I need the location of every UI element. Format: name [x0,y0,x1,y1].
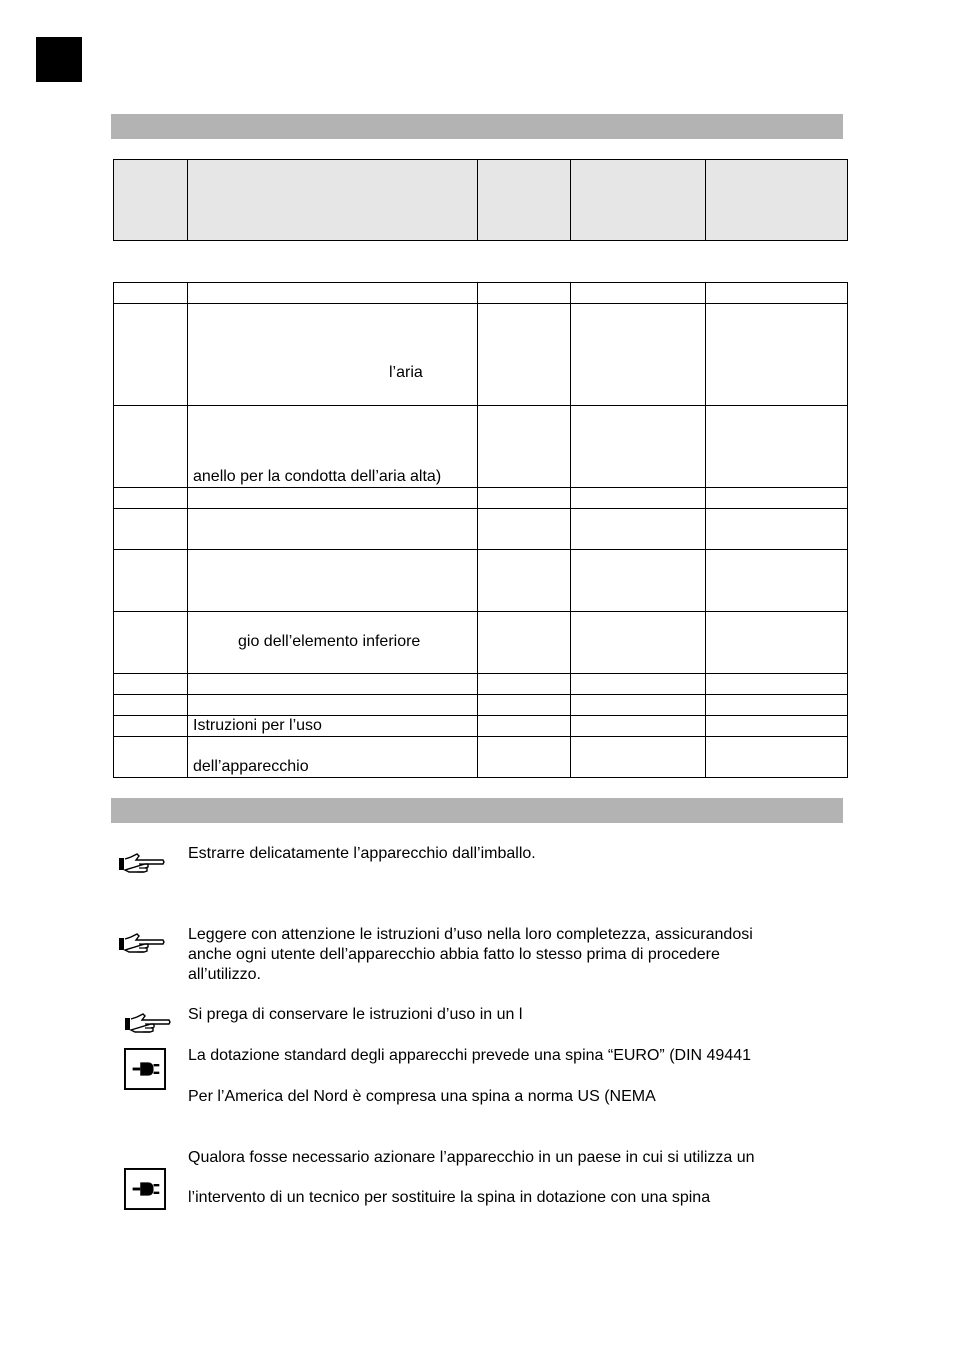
table-row [114,488,848,509]
note-read-instructions [188,925,828,985]
table-cell [114,550,188,612]
table-cell [571,283,706,304]
section-header-bar [111,114,843,139]
table-cell [114,695,188,716]
pointing-hand-icon [117,852,167,876]
contents-table-header [113,159,848,241]
note-euro-plug: La dotazione standard degli apparecchi prevede una spina “EURO” (DIN 49441 [188,1047,752,1064]
table-cell [478,406,571,488]
section-header-bar [111,798,843,823]
table-cell-text: l’aria [389,364,423,381]
table-cell [706,304,848,406]
header-cell [706,160,848,241]
table-cell [478,716,571,737]
table-cell [114,674,188,695]
page-corner-marker [36,37,82,82]
table-cell [706,674,848,695]
table-cell [188,488,478,509]
note-line: all’utilizzo. [188,966,261,983]
pointing-hand-icon [117,932,167,956]
header-cell [571,160,706,241]
table-cell [571,612,706,674]
table-cell [114,304,188,406]
table-cell [188,550,478,612]
table-cell [706,488,848,509]
table-row [114,283,848,304]
table-cell [114,716,188,737]
table-cell [478,304,571,406]
table-cell [706,550,848,612]
table-row [114,695,848,716]
table-cell [706,283,848,304]
table-cell [188,695,478,716]
table-cell [188,674,478,695]
table-cell [114,612,188,674]
note-line: anche ogni utente dell’apparecchio abbia fatto lo stesso prima di procedere [188,946,720,963]
contents-table [113,282,848,778]
table-row [114,716,848,737]
table-row [114,737,848,778]
plug-icon [124,1168,166,1210]
table-cell [188,737,478,778]
note-other-country: Qualora fosse necessario azionare l’apparecchio in un paese in cui si utilizza un [188,1149,755,1166]
table-cell [478,674,571,695]
table-cell [114,509,188,550]
pointing-hand-icon [123,1012,173,1036]
table-cell-text: dell’apparecchio [193,758,309,775]
table-cell [706,612,848,674]
table-cell [706,406,848,488]
table-row [114,550,848,612]
table-header-row [114,160,848,241]
note-technician: l’intervento di un tecnico per sostituire la spina in dotazione con una spina [188,1189,711,1206]
table-cell [478,488,571,509]
table-cell [188,716,478,737]
table-cell [571,406,706,488]
table-cell [478,283,571,304]
table-cell [571,304,706,406]
table-cell [571,716,706,737]
table-cell [706,509,848,550]
table-row [114,304,848,406]
table-cell-text: gio dell’elemento inferiore [238,633,421,650]
table-cell [571,488,706,509]
table-cell [478,737,571,778]
table-cell [114,488,188,509]
table-cell [188,612,478,674]
table-cell-text: Istruzioni per l’uso [193,717,322,734]
table-cell [706,737,848,778]
note-unpack: Estrarre delicatamente l’apparecchio dall’imballo. [188,845,536,862]
note-keep-instructions: Si prega di conservare le istruzioni d’uso in un l [188,1006,523,1023]
table-cell [571,737,706,778]
table-cell [478,509,571,550]
table-cell [571,695,706,716]
table-row [114,674,848,695]
header-cell [188,160,478,241]
plug-icon [124,1048,166,1090]
table-cell [188,304,478,406]
note-us-plug: Per l’America del Nord è compresa una spina a norma US (NEMA [188,1088,656,1105]
header-cell [114,160,188,241]
table-cell [478,550,571,612]
header-cell [478,160,571,241]
table-cell-text: anello per la condotta dell’aria alta) [193,468,442,485]
table-cell [188,283,478,304]
table-cell [114,283,188,304]
table-cell [188,406,478,488]
table-cell [188,509,478,550]
table-cell [114,406,188,488]
table-row [114,509,848,550]
table-cell [706,716,848,737]
table-cell [706,695,848,716]
note-line: Leggere con attenzione le istruzioni d’uso nella loro completezza, assicurandosi [188,926,753,943]
table-cell [114,737,188,778]
table-row [114,406,848,488]
table-cell [478,695,571,716]
table-row [114,612,848,674]
table-cell [571,550,706,612]
table-cell [571,509,706,550]
table-cell [571,674,706,695]
